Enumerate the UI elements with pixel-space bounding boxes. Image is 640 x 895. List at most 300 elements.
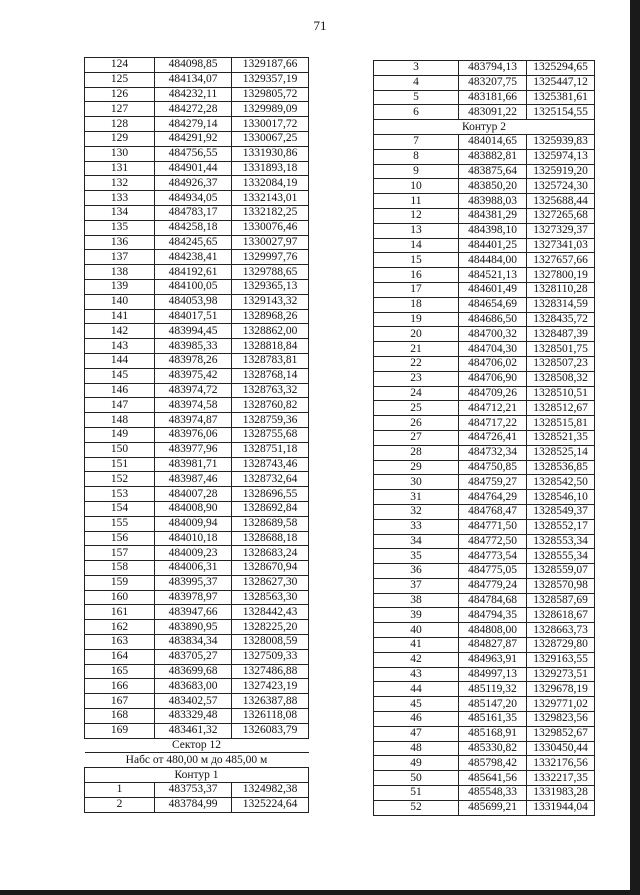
point-number: 131 xyxy=(85,161,155,176)
point-number: 23 xyxy=(374,371,459,386)
coord-y: 1327509,33 xyxy=(232,649,309,664)
point-number: 36 xyxy=(374,564,459,579)
point-number: 11 xyxy=(374,194,459,209)
table-row xyxy=(374,134,595,149)
table-row xyxy=(85,797,309,812)
point-number: 5 xyxy=(374,90,459,105)
point-number: 48 xyxy=(374,741,459,756)
table-row xyxy=(85,205,309,220)
coord-y: 1328692,84 xyxy=(232,501,309,516)
coord-y: 1328536,85 xyxy=(527,460,595,475)
coord-x: 484706,02 xyxy=(459,356,527,371)
coord-x: 484926,37 xyxy=(155,176,232,191)
point-number: 44 xyxy=(374,682,459,697)
point-number: 7 xyxy=(374,134,459,149)
table-row xyxy=(85,664,309,679)
table-row xyxy=(374,460,595,475)
table-row xyxy=(85,561,309,576)
point-number: 50 xyxy=(374,771,459,786)
point-number: 126 xyxy=(85,87,155,102)
coord-y: 1328760,82 xyxy=(232,398,309,413)
table-row xyxy=(85,383,309,398)
coord-x: 483988,03 xyxy=(459,194,527,209)
table-row xyxy=(85,427,309,442)
point-number: 2 xyxy=(85,797,155,812)
coord-x: 484779,24 xyxy=(459,578,527,593)
point-number: 153 xyxy=(85,487,155,502)
point-number: 161 xyxy=(85,605,155,620)
coord-x: 484134,07 xyxy=(155,72,232,87)
point-number: 18 xyxy=(374,297,459,312)
coord-y: 1328546,10 xyxy=(527,490,595,505)
coord-y: 1332176,56 xyxy=(527,756,595,771)
coord-x: 484771,50 xyxy=(459,519,527,534)
coord-x: 484100,05 xyxy=(155,279,232,294)
table-row xyxy=(374,712,595,727)
table-row xyxy=(374,549,595,564)
table-row xyxy=(374,786,595,801)
scan-edge-bottom xyxy=(0,890,640,895)
point-number: 21 xyxy=(374,342,459,357)
point-number: 4 xyxy=(374,75,459,90)
coord-y: 1328110,28 xyxy=(527,282,595,297)
table-row xyxy=(85,161,309,176)
table-row xyxy=(374,105,595,120)
coord-x: 485548,33 xyxy=(459,786,527,801)
point-number: 27 xyxy=(374,430,459,445)
coord-x: 484232,11 xyxy=(155,87,232,102)
table-row xyxy=(374,756,595,771)
coord-x: 484709,26 xyxy=(459,386,527,401)
coord-x: 485147,20 xyxy=(459,697,527,712)
coord-x: 484017,51 xyxy=(155,309,232,324)
coord-x: 483882,81 xyxy=(459,149,527,164)
point-number: 135 xyxy=(85,220,155,235)
point-number: 10 xyxy=(374,179,459,194)
coord-y: 1329852,67 xyxy=(527,726,595,741)
coord-y: 1329187,66 xyxy=(232,58,309,73)
point-number: 143 xyxy=(85,339,155,354)
coord-x: 483461,32 xyxy=(155,723,232,738)
coord-y: 1328968,26 xyxy=(232,309,309,324)
table-row xyxy=(374,253,595,268)
point-number: 144 xyxy=(85,353,155,368)
coord-y: 1328559,07 xyxy=(527,564,595,579)
page-number: 71 xyxy=(313,18,327,33)
point-number: 28 xyxy=(374,445,459,460)
coord-x: 483977,96 xyxy=(155,442,232,457)
coord-x: 484272,28 xyxy=(155,102,232,117)
table-row xyxy=(85,457,309,472)
coord-x: 484712,21 xyxy=(459,401,527,416)
coord-x: 483995,37 xyxy=(155,575,232,590)
contour-title: Контур 2 xyxy=(374,120,595,135)
coord-x: 484009,94 xyxy=(155,516,232,531)
table-row xyxy=(374,475,595,490)
coord-y: 1328689,58 xyxy=(232,516,309,531)
coord-y: 1331930,86 xyxy=(232,146,309,161)
scan-edge-right xyxy=(630,0,640,895)
coord-x: 484775,05 xyxy=(459,564,527,579)
coord-y: 1328755,68 xyxy=(232,427,309,442)
coord-x: 484717,22 xyxy=(459,416,527,431)
coord-y: 1329365,13 xyxy=(232,279,309,294)
point-number: 42 xyxy=(374,652,459,667)
point-number: 17 xyxy=(374,282,459,297)
coord-y: 1328555,34 xyxy=(527,549,595,564)
point-number: 151 xyxy=(85,457,155,472)
point-number: 146 xyxy=(85,383,155,398)
coord-x: 483784,99 xyxy=(155,797,232,812)
point-number: 136 xyxy=(85,235,155,250)
point-number: 6 xyxy=(374,105,459,120)
coord-x: 484401,25 xyxy=(459,238,527,253)
coord-x: 485699,21 xyxy=(459,800,527,815)
coord-y: 1332084,19 xyxy=(232,176,309,191)
coord-y: 1328501,75 xyxy=(527,342,595,357)
table-row xyxy=(85,738,309,753)
coord-y: 1328553,34 xyxy=(527,534,595,549)
table-row xyxy=(374,430,595,445)
coord-y: 1325724,30 xyxy=(527,179,595,194)
table-row xyxy=(85,590,309,605)
table-row xyxy=(374,667,595,682)
coord-y: 1328521,35 xyxy=(527,430,595,445)
coord-x: 484700,32 xyxy=(459,327,527,342)
coord-x: 484750,85 xyxy=(459,460,527,475)
coord-x: 484484,00 xyxy=(459,253,527,268)
table-row xyxy=(374,401,595,416)
coord-x: 484764,29 xyxy=(459,490,527,505)
coord-y: 1328768,14 xyxy=(232,368,309,383)
table-row xyxy=(374,149,595,164)
point-number: 158 xyxy=(85,561,155,576)
point-number: 46 xyxy=(374,712,459,727)
coord-x: 483890,95 xyxy=(155,620,232,635)
table-row xyxy=(85,250,309,265)
point-number: 142 xyxy=(85,324,155,339)
coord-x: 483947,66 xyxy=(155,605,232,620)
coord-y: 1328783,81 xyxy=(232,353,309,368)
table-row xyxy=(85,694,309,709)
point-number: 140 xyxy=(85,294,155,309)
table-row xyxy=(85,531,309,546)
point-number: 43 xyxy=(374,667,459,682)
point-number: 149 xyxy=(85,427,155,442)
point-number: 26 xyxy=(374,416,459,431)
table-row xyxy=(374,179,595,194)
table-row xyxy=(85,442,309,457)
point-number: 130 xyxy=(85,146,155,161)
coord-x: 484238,41 xyxy=(155,250,232,265)
table-row xyxy=(374,652,595,667)
coord-y: 1330067,25 xyxy=(232,131,309,146)
point-number: 3 xyxy=(374,61,459,76)
point-number: 150 xyxy=(85,442,155,457)
point-number: 1 xyxy=(85,783,155,798)
point-number: 145 xyxy=(85,368,155,383)
coord-x: 484808,00 xyxy=(459,623,527,638)
coord-y: 1328008,59 xyxy=(232,635,309,650)
table-row xyxy=(85,235,309,250)
coord-x: 484773,54 xyxy=(459,549,527,564)
coord-x: 483976,06 xyxy=(155,427,232,442)
table-row xyxy=(85,413,309,428)
coord-y: 1325381,61 xyxy=(527,90,595,105)
coord-y: 1327800,19 xyxy=(527,268,595,283)
coord-y: 1325447,12 xyxy=(527,75,595,90)
table-row xyxy=(85,324,309,339)
point-number: 29 xyxy=(374,460,459,475)
point-number: 163 xyxy=(85,635,155,650)
table-row xyxy=(374,638,595,653)
coord-y: 1328587,69 xyxy=(527,593,595,608)
coord-x: 483705,27 xyxy=(155,649,232,664)
coord-y: 1328549,37 xyxy=(527,504,595,519)
point-number: 132 xyxy=(85,176,155,191)
table-row xyxy=(85,398,309,413)
coord-y: 1328512,67 xyxy=(527,401,595,416)
point-number: 147 xyxy=(85,398,155,413)
coord-y: 1327423,19 xyxy=(232,679,309,694)
coord-y: 1329788,65 xyxy=(232,265,309,280)
coord-x: 484014,65 xyxy=(459,134,527,149)
point-number: 155 xyxy=(85,516,155,531)
table-row xyxy=(374,741,595,756)
coord-y: 1328663,73 xyxy=(527,623,595,638)
coord-y: 1326083,79 xyxy=(232,723,309,738)
point-number: 165 xyxy=(85,664,155,679)
table-row xyxy=(374,120,595,135)
table-row xyxy=(85,176,309,191)
table-row xyxy=(85,575,309,590)
point-number: 45 xyxy=(374,697,459,712)
point-number: 169 xyxy=(85,723,155,738)
coord-x: 484963,91 xyxy=(459,652,527,667)
coord-x: 483978,97 xyxy=(155,590,232,605)
coord-y: 1332182,25 xyxy=(232,205,309,220)
table-row xyxy=(85,546,309,561)
coord-x: 484827,87 xyxy=(459,638,527,653)
coord-x: 483091,22 xyxy=(459,105,527,120)
point-number: 14 xyxy=(374,238,459,253)
point-number: 166 xyxy=(85,679,155,694)
point-number: 33 xyxy=(374,519,459,534)
point-number: 22 xyxy=(374,356,459,371)
point-number: 162 xyxy=(85,620,155,635)
table-row xyxy=(374,61,595,76)
coord-x: 484009,23 xyxy=(155,546,232,561)
coord-x: 483794,13 xyxy=(459,61,527,76)
table-row xyxy=(85,679,309,694)
coord-x: 484772,50 xyxy=(459,534,527,549)
point-number: 52 xyxy=(374,800,459,815)
coord-x: 485168,91 xyxy=(459,726,527,741)
point-number: 31 xyxy=(374,490,459,505)
coord-x: 484010,18 xyxy=(155,531,232,546)
table-row xyxy=(85,265,309,280)
table-row xyxy=(85,279,309,294)
point-number: 47 xyxy=(374,726,459,741)
table-row xyxy=(85,768,309,783)
coord-y: 1328818,84 xyxy=(232,339,309,354)
table-row xyxy=(374,164,595,179)
coord-x: 484706,90 xyxy=(459,371,527,386)
table-row xyxy=(85,309,309,324)
coord-y: 1325974,13 xyxy=(527,149,595,164)
table-row xyxy=(85,87,309,102)
table-row xyxy=(374,593,595,608)
coord-y: 1327341,03 xyxy=(527,238,595,253)
table-row xyxy=(374,327,595,342)
point-number: 139 xyxy=(85,279,155,294)
table-row xyxy=(374,504,595,519)
table-row xyxy=(374,682,595,697)
coord-x: 484258,18 xyxy=(155,220,232,235)
point-number: 133 xyxy=(85,191,155,206)
coord-y: 1331944,04 xyxy=(527,800,595,815)
coord-y: 1329273,51 xyxy=(527,667,595,682)
coord-x: 484768,47 xyxy=(459,504,527,519)
coord-y: 1327486,88 xyxy=(232,664,309,679)
coord-y: 1328729,80 xyxy=(527,638,595,653)
table-row xyxy=(85,635,309,650)
table-row xyxy=(374,282,595,297)
table-row xyxy=(374,445,595,460)
coord-x: 483981,71 xyxy=(155,457,232,472)
coord-x: 483994,45 xyxy=(155,324,232,339)
coord-y: 1328618,67 xyxy=(527,608,595,623)
coord-x: 485330,82 xyxy=(459,741,527,756)
table-row xyxy=(85,620,309,635)
coord-y: 1325154,55 xyxy=(527,105,595,120)
sector-subtitle: Набс от 480,00 м до 485,00 м xyxy=(85,753,309,768)
table-row xyxy=(374,564,595,579)
coord-x: 484704,30 xyxy=(459,342,527,357)
coord-y: 1328743,46 xyxy=(232,457,309,472)
table-row xyxy=(85,58,309,73)
coord-x: 483850,20 xyxy=(459,179,527,194)
coord-y: 1326387,88 xyxy=(232,694,309,709)
coord-x: 483975,42 xyxy=(155,368,232,383)
table-row xyxy=(374,356,595,371)
coord-y: 1325939,83 xyxy=(527,134,595,149)
coord-y: 1328763,32 xyxy=(232,383,309,398)
coord-y: 1326118,08 xyxy=(232,709,309,724)
table-row xyxy=(85,146,309,161)
table-row xyxy=(374,90,595,105)
coord-x: 484732,34 xyxy=(459,445,527,460)
table-row xyxy=(85,753,309,768)
point-number: 152 xyxy=(85,472,155,487)
coord-y: 1328508,32 xyxy=(527,371,595,386)
point-number: 127 xyxy=(85,102,155,117)
table-row xyxy=(374,416,595,431)
coord-y: 1328670,94 xyxy=(232,561,309,576)
coord-y: 1328510,51 xyxy=(527,386,595,401)
point-number: 51 xyxy=(374,786,459,801)
coord-y: 1328759,36 xyxy=(232,413,309,428)
table-row xyxy=(85,487,309,502)
coord-x: 484381,29 xyxy=(459,208,527,223)
coord-y: 1330450,44 xyxy=(527,741,595,756)
coord-x: 484398,10 xyxy=(459,223,527,238)
point-number: 157 xyxy=(85,546,155,561)
table-row xyxy=(85,472,309,487)
coord-y: 1328732,64 xyxy=(232,472,309,487)
point-number: 125 xyxy=(85,72,155,87)
coord-y: 1329357,19 xyxy=(232,72,309,87)
table-row xyxy=(374,726,595,741)
table-row xyxy=(374,386,595,401)
coord-x: 483875,64 xyxy=(459,164,527,179)
coord-y: 1330017,72 xyxy=(232,117,309,132)
table-row xyxy=(85,649,309,664)
coord-x: 484007,28 xyxy=(155,487,232,502)
coord-y: 1325688,44 xyxy=(527,194,595,209)
point-number: 40 xyxy=(374,623,459,638)
table-row xyxy=(85,723,309,738)
coord-y: 1328862,00 xyxy=(232,324,309,339)
point-number: 141 xyxy=(85,309,155,324)
point-number: 39 xyxy=(374,608,459,623)
table-row xyxy=(85,131,309,146)
point-number: 160 xyxy=(85,590,155,605)
coord-x: 484654,69 xyxy=(459,297,527,312)
coord-y: 1328552,17 xyxy=(527,519,595,534)
coord-y: 1328688,18 xyxy=(232,531,309,546)
table-row xyxy=(374,623,595,638)
coord-x: 485641,56 xyxy=(459,771,527,786)
coord-y: 1328627,30 xyxy=(232,575,309,590)
point-number: 168 xyxy=(85,709,155,724)
coord-x: 483974,72 xyxy=(155,383,232,398)
point-number: 41 xyxy=(374,638,459,653)
coord-x: 484601,49 xyxy=(459,282,527,297)
table-row xyxy=(85,294,309,309)
table-row xyxy=(374,771,595,786)
point-number: 164 xyxy=(85,649,155,664)
coord-y: 1325294,65 xyxy=(527,61,595,76)
table-row xyxy=(374,608,595,623)
coord-x: 483985,33 xyxy=(155,339,232,354)
coord-x: 484279,14 xyxy=(155,117,232,132)
coord-y: 1331983,28 xyxy=(527,786,595,801)
table-row xyxy=(374,208,595,223)
coord-x: 483402,57 xyxy=(155,694,232,709)
point-number: 8 xyxy=(374,149,459,164)
point-number: 49 xyxy=(374,756,459,771)
coord-y: 1328570,98 xyxy=(527,578,595,593)
coord-x: 483753,37 xyxy=(155,783,232,798)
coord-y: 1327329,37 xyxy=(527,223,595,238)
coord-y: 1328314,59 xyxy=(527,297,595,312)
coord-x: 484997,13 xyxy=(459,667,527,682)
coord-y: 1327657,66 xyxy=(527,253,595,268)
coord-x: 484794,35 xyxy=(459,608,527,623)
table-row xyxy=(85,605,309,620)
coord-x: 484053,98 xyxy=(155,294,232,309)
point-number: 138 xyxy=(85,265,155,280)
coord-y: 1328507,23 xyxy=(527,356,595,371)
coord-x: 484756,55 xyxy=(155,146,232,161)
table-row xyxy=(374,312,595,327)
coord-y: 1331893,18 xyxy=(232,161,309,176)
coord-x: 484098,85 xyxy=(155,58,232,73)
coord-x: 484784,68 xyxy=(459,593,527,608)
coord-x: 484726,41 xyxy=(459,430,527,445)
coord-y: 1328542,50 xyxy=(527,475,595,490)
